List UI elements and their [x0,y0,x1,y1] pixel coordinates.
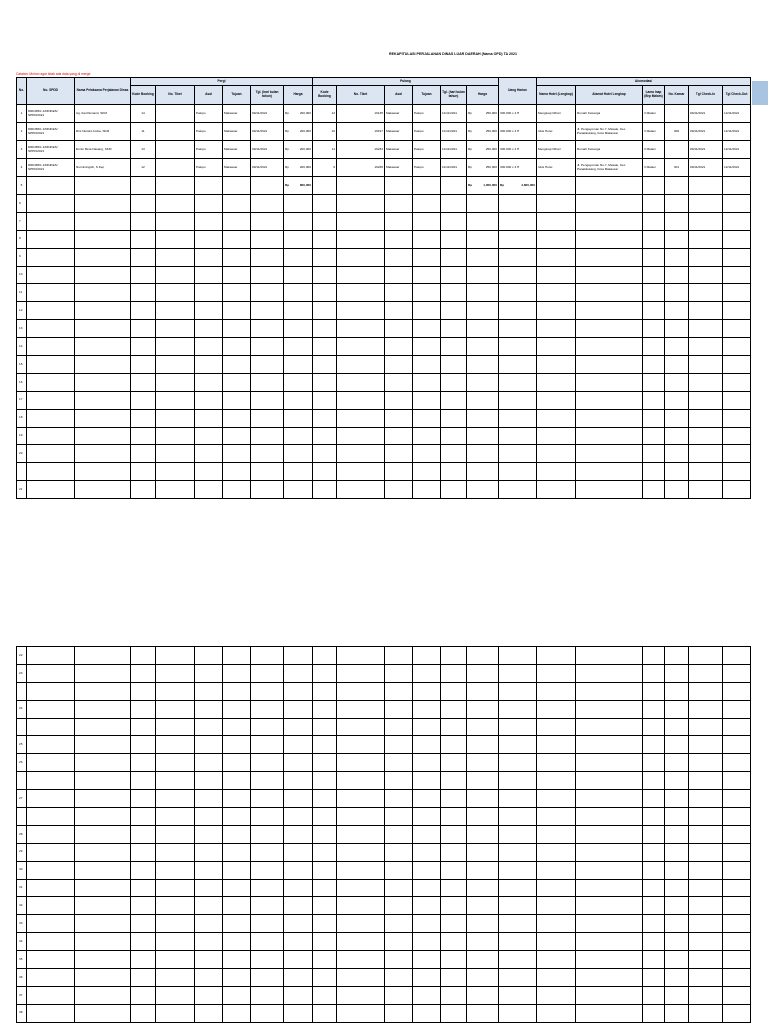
empty-row[interactable] [17,195,751,213]
row-number[interactable] [17,682,27,700]
row-number[interactable]: 30 [17,861,27,879]
empty-row[interactable] [17,861,751,879]
table-row[interactable]: 4 800/465/1.1/DINKES/ SPPD/2021 Nurminingsih, S.Kep 12 Palopo Makassar 09/11/2021 Rp 200,000 9 16238 Makassar Palopo 11/11/2021 Rp 250,000 300.000 x 4 H Ickis Hotel Jl. Pengayoman No.7, Masale, Kec. Panakkukang, Kota Makassar 3 Malam 301 09/11/2021 12/11/2021 [17,159,751,177]
col-pergi-tujuan: Tujuan [223,86,251,105]
row-number[interactable]: 29 [17,843,27,861]
row-number[interactable]: 11 [17,284,27,302]
row-number[interactable]: 38 [17,1004,27,1022]
empty-row[interactable] [17,790,751,808]
empty-row[interactable] [17,915,751,933]
row-number[interactable]: 22 [17,647,27,665]
empty-row[interactable] [17,302,751,320]
col-spd: No. SPDD [27,78,75,105]
table-row[interactable]: 2 800/465/1.1/DINKES/ SPPD/2021 Rini Nuraini Amba, SKM 11 Palopo Makassar 09/11/2021 Rp 200,000 10 16197 Makassar Palopo 11/11/2021 Rp 250,000 300.000 x 4 H Ickis Hotel Jl. Pengayoman No.7, Masale, Kec. Panakkukang, Kota Makassar 3 Malam 306 09/11/2021 12/11/2021 [17,123,751,141]
row-number[interactable]: 24 [17,700,27,718]
col-uang-harian: Uang Harian [499,78,537,105]
group-pergi: Pergi [131,78,313,86]
row-number[interactable]: 9 [17,248,27,266]
group-akomodasi: Akomodasi [537,78,751,86]
row-number[interactable]: 33 [17,915,27,933]
row-number[interactable]: 16 [17,373,27,391]
report-title: REKAPITULASI PERJALANAN DINAS LUAR DAERAH (Nama OPD) TA 2021 [389,52,517,56]
empty-row[interactable] [17,338,751,356]
empty-row[interactable] [17,933,751,951]
group-pulang: Pulang [313,78,499,86]
col-pulang-asal: Asal [385,86,413,105]
empty-row[interactable] [17,463,751,481]
table-row[interactable]: 3 800/465/1.1/DINKES/ SPPD/2021 Ermin Bera Nasang, SKM 13 Palopo Makassar 09/11/2021 Rp 200,000 11 16233 Makassar Palopo 11/11/2021 Rp 250,000 300.000 x 4 H Menginap Dihari Rumah Keluarga 3 Malam 09/11/2021 12/11/2021 [17,141,751,159]
row-number[interactable]: 37 [17,986,27,1004]
row-number[interactable] [17,772,27,790]
col-pulang-harga: Harga [467,86,499,105]
row-number[interactable]: 25 [17,736,27,754]
col-pergi-tgl: Tgl. (hari bulan tahun) [251,86,284,105]
empty-row[interactable] [17,736,751,754]
col-pergi-asal: Asal [195,86,223,105]
empty-row[interactable] [17,754,751,772]
col-pergi-tiket: No. Tiket [156,86,195,105]
row-number[interactable]: 10 [17,266,27,284]
row-number[interactable]: 6 [17,195,27,213]
total-row[interactable]: 5 Rp 800,000 Rp 1,000,000 Rp 4,800,000 [17,177,751,195]
row-number[interactable]: 7 [17,212,27,230]
empty-row[interactable] [17,1004,751,1022]
sheet-side-tab[interactable] [752,81,768,105]
row-number[interactable]: 15 [17,356,27,374]
row-number[interactable] [17,718,27,736]
col-kamar: No. Kamar [665,86,689,105]
empty-row[interactable] [17,212,751,230]
empty-row[interactable] [17,682,751,700]
empty-row[interactable] [17,843,751,861]
row-number[interactable]: 20 [17,445,27,463]
col-checkin: Tgl Check-In [689,86,723,105]
col-alamat: Alamat Hotel Lengkap [576,86,643,105]
empty-row[interactable] [17,230,751,248]
row-number[interactable]: 35 [17,951,27,969]
row-number[interactable]: 19 [17,427,27,445]
empty-row[interactable] [17,373,751,391]
row-number[interactable]: 17 [17,391,27,409]
empty-row[interactable] [17,772,751,790]
empty-row[interactable] [17,445,751,463]
row-number[interactable]: 12 [17,302,27,320]
empty-row[interactable] [17,647,751,665]
table-row[interactable]: 1 800/465/1.1/DINKES/ SPPD/2021 Ag. Ika Rismanti, SKM 14 Palopo Makassar 09/11/2021 Rp 200,000 13 16135 Makassar Palopo 11/11/2021 Rp 250,000 300.000 x 4 H Menginap Dihari Rumah Keluarga 3 Malam 09/11/2021 12/11/2021 [17,105,751,123]
merge-note: Catatan: Mohon agar tidak ada data yang di merge [16,72,91,76]
col-pulang-tgl: Tgl. (hari bulan tahun) [441,86,467,105]
row-number[interactable]: 34 [17,933,27,951]
col-pergi-harga: Harga [284,86,313,105]
row-number[interactable]: 14 [17,338,27,356]
empty-row[interactable] [17,391,751,409]
empty-row[interactable] [17,664,751,682]
col-lama: Lama Inap (Brp Malam) [643,86,665,105]
col-hotel: Nama Hotel (Lengkap) [537,86,576,105]
row-number[interactable]: 13 [17,320,27,338]
empty-row[interactable] [17,320,751,338]
col-pergi-kode: Kode Booking [131,86,156,105]
empty-row[interactable] [17,897,751,915]
empty-row[interactable] [17,969,751,987]
col-pulang-tiket: No. Tiket [337,86,385,105]
empty-row[interactable] [17,700,751,718]
row-number[interactable]: 28 [17,825,27,843]
empty-row[interactable] [17,356,751,374]
travel-recap-table-page2 [16,646,751,1023]
row-number[interactable]: 31 [17,879,27,897]
col-no: No. [17,78,27,105]
col-checkout: Tgl Check-Out [723,86,751,105]
col-pulang-tujuan: Tujuan [413,86,441,105]
empty-row[interactable] [17,808,751,826]
row-number[interactable]: 27 [17,790,27,808]
empty-row[interactable] [17,879,751,897]
row-number[interactable] [17,808,27,826]
row-number[interactable]: 26 [17,754,27,772]
row-number[interactable]: 36 [17,969,27,987]
col-nama: Nama Pelaksana Perjalanan Dinas [75,78,131,105]
col-pulang-kode: Kode Booking [313,86,337,105]
empty-row[interactable] [17,986,751,1004]
row-number[interactable]: 32 [17,897,27,915]
travel-recap-table [16,77,751,499]
row-number[interactable]: 23 [17,664,27,682]
empty-row[interactable] [17,266,751,284]
row-number[interactable] [17,463,27,481]
empty-row[interactable] [17,481,751,499]
row-number[interactable]: 18 [17,409,27,427]
empty-row[interactable] [17,284,751,302]
empty-row[interactable] [17,825,751,843]
empty-row[interactable] [17,951,751,969]
row-number[interactable]: 21 [17,481,27,499]
empty-row[interactable] [17,248,751,266]
empty-row[interactable] [17,718,751,736]
empty-row[interactable] [17,409,751,427]
row-number[interactable]: 8 [17,230,27,248]
empty-row[interactable] [17,427,751,445]
